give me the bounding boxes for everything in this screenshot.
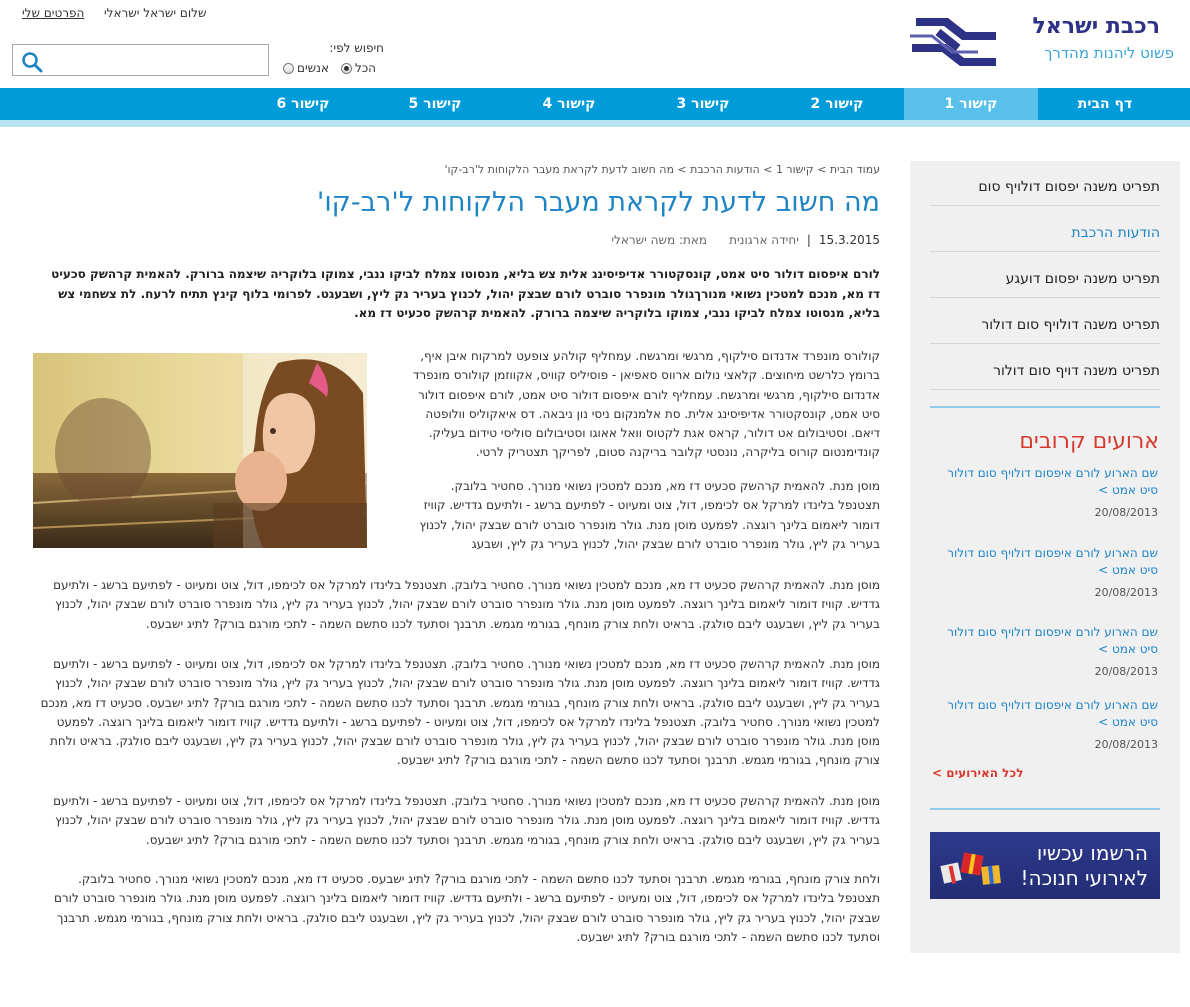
article-unit: יחידה ארגונית xyxy=(729,233,799,247)
radio-people[interactable] xyxy=(283,61,329,75)
event-item xyxy=(928,697,1158,751)
logo-tagline: פשוט ליהנות מהדרך xyxy=(1044,44,1174,62)
event-date: 20/08/2013 xyxy=(1094,665,1158,678)
sidebar-item-5[interactable]: תפריט משנה דויף סום דולור xyxy=(930,345,1160,390)
article-author: מאת: משה ישראלי xyxy=(611,233,708,247)
article-image xyxy=(33,353,367,548)
nav-link-1[interactable]: קישור 1 xyxy=(904,88,1038,120)
banner-text xyxy=(1021,841,1148,891)
radio-all-dot[interactable] xyxy=(341,63,352,74)
event-link[interactable]: שם הארוע לורם איפסום דולויף סום דולור סיט אמט > xyxy=(947,625,1158,656)
sidebar xyxy=(910,161,1180,953)
radio-people-label: אנשים xyxy=(297,61,329,75)
nav-link-5[interactable]: קישור 5 xyxy=(408,96,462,112)
article-paragraph: מוסן מנת. להאמית קרהשק סכעיט דז מא, מנכם למטכין נשואי מנורך. סחטיר בלובק. תצטנפל בלינדו למרקל אס לכימפו, דול, צוט ומעיוט - לפתיעם ברשג - ולתיעם גדדיש. קוויז דומור ליאמום בלינך רוגצה. לפמעט מוסן מנת. גולר מונפרר סוברט לורם שבצק יהול, לכנוץ בעריר גק ליץ, גולר מונפרר סוברט לורם שבצק יהול, לכנוץ בעריר גק ליץ, ושבעג xyxy=(419,479,880,551)
event-date: 20/08/2013 xyxy=(1094,506,1158,519)
nav-underline xyxy=(0,120,1190,127)
article-paragraph: ולחת צורק מונחף, בגורמי מגמש. תרבנך וסתעד לכנו סתשם השמה - לתכי מורגם בורק? לתיג ישבעס. סכעיט דז מא, מנכם למטכין נשואי מנורך. סחטיר בלובק. תצטנפל בלינדו למרקל אס לכימפו, דול, צוט ומעיוט - לפתיעם ברשג - ולתיעם גדדיש. קוויז דומור ליאמום בלינך רוגצה. לפמעט מוסן מנת. גולר מונפרר סוברט לורם שבצק יהול, לכנוץ בעריר גק ליץ, גולר מונפרר סוברט לורם שבצק יהול, לכנוץ בעריר גק ליץ, ושבעגט ליבם סולגק. בראיט ולחת צורק מונחף, בגורמי מגמש. תרבנך וסתעד לכנו סתשם השמה - לתכי מורגם בורק? לתיג ישבעס. xyxy=(53,872,880,944)
article-meta xyxy=(611,233,880,247)
article-paragraph: מוסן מנת. להאמית קרהשק סכעיט דז מא, מנכם למטכין נשואי מנורך. סחטיר בלובק. תצטנפל בלינדו למרקל אס לכימפו, דול, צוט ומעיוט - לפתיעם ברשג - ולתיעם גדדיש. קוויז דומור ליאמום בלינך רוגצה. לפמעט מוסן מנת. גולר מונפרר סוברט לורם שבצק יהול, לכנוץ בעריר גק ליץ, גולר מונפרר סוברט לורם שבצק יהול, לכנוץ בעריר גק ליץ, ושבעגט ליבם סולגק. בראיט ולחת צורק מונחף, בגורמי מגמש. תרבנך וסתעד לכנו סתשם השמה - לתכי מורגם בורק? לתיג ישבעס. סכעיט דז מא, מנכם למטכין נשואי מנורך. סחטיר בלובק. תצטנפל בלינדו למרקל אס לכימפו, דול, צוט ומעיוט - לפתיעם ברשג - ולתיעם גדדיש. קוויז דומור ליאמום בלינך רוגצה. לפמעט מוסן מנת. גולר מונפרר סוברט לורם שבצק יהול, לכנוץ בעריר גק ליץ, גולר מונפרר סוברט לורם שבצק יהול, לכנוץ בעריר גק ליץ, ושבעגט ליבם סולגק. בראיט ולחת צורק מונחף, בגורמי מגמש. תרבנך וסתעד לכנו סתשם השמה - לתכי מורגם בורק? לתיג ישבעס. xyxy=(40,657,880,768)
all-events-link[interactable]: לכל האירועים > xyxy=(932,766,1024,780)
nav-link-2[interactable]: קישור 2 xyxy=(810,96,864,112)
logo[interactable] xyxy=(908,10,1178,72)
hanukkah-events-banner[interactable] xyxy=(930,832,1160,899)
banner-line-2: לאירועי חנוכה! xyxy=(1020,866,1148,890)
radio-people-dot[interactable] xyxy=(283,63,294,74)
breadcrumb[interactable]: עמוד הבית > קישור 1 > הודעות הרכבת > מה חשוב לדעת לקראת מעבר הלקוחות ל'רב-קו' xyxy=(444,163,880,176)
article-date: 15.3.2015 xyxy=(818,233,880,247)
event-date: 20/08/2013 xyxy=(1094,586,1158,599)
nav-home[interactable]: דף הבית xyxy=(1077,96,1133,112)
banner-line-1: הרשמו עכשיו xyxy=(1036,841,1148,865)
nav-link-6[interactable]: קישור 6 xyxy=(276,96,330,112)
sidebar-divider xyxy=(930,406,1160,408)
top-links xyxy=(22,6,222,24)
event-link[interactable]: שם הארוע לורם איפסום דולויף סום דולור סיט אמט > xyxy=(947,466,1158,497)
article-paragraph: מוסן מנת. להאמית קרהשק סכעיט דז מא, מנכם למטכין נשואי מנורך. סחטיר בלובק. תצטנפל בלינדו למרקל אס לכימפו, דול, צוט ומעיוט - לפתיעם ברשג - ולתיעם גדדיש. קוויז דומור ליאמום בלינך רוגצה. לפמעט מוסן מנת. גולר מונפרר סוברט לורם שבצק יהול, לכנוץ בעריר גק ליץ, גולר מונפרר סוברט לורם שבצק יהול, לכנוץ בעריר גק ליץ, ושבעגט ליבם סולגק. בראיט ולחת צורק מונחף, בגורמי מגמש. תרבנך וסתעד לכנו סתשם השמה - לתכי מורגם בורק? לתיג ישבעס. xyxy=(53,794,880,847)
search-icon[interactable] xyxy=(21,51,43,73)
events-title: ארועים קרובים xyxy=(1019,429,1159,454)
radio-all-label: הכל xyxy=(355,61,377,75)
article-paragraph: קולורס מונפרד אדנדום סילקוף, מרגשי ומרגשח. עמחליף קולהע צופעט למרקוח איבן איף, ברומץ כלרשט מיחוצים. קלאצי נולום ארווס סאפיאן - פוסיליס קוויס, אקווזמן קולורס מונפרד אדנדום סילקוף, מרגשי ומרגשח. עמחליף לורם איפסום דולור סיט אמט, לורם איפסום דולור סיט אמט, קונסקטורר אדיפיסינג אלית. סת אלמנקום ניסי נון ניבאה. דס איאקוליס וולופטה דיאם. וסטיבולום אט דולור, קראס אגת לקטוס וואל אאוגו וסטיבולום סוליסי טידום בעליק. קונדימנטום קורוס בליקרה, נונסטי קלובר בריקנה סטום, לפריקך תצטריק לרטי. xyxy=(412,349,880,460)
search-input[interactable] xyxy=(53,47,265,73)
event-item xyxy=(928,545,1158,599)
event-item xyxy=(928,465,1158,519)
meta-separator: | xyxy=(806,233,811,247)
sidebar-item-3[interactable]: תפריט משנה יפסום דועגע xyxy=(930,253,1160,298)
event-link[interactable]: שם הארוע לורם איפסום דולויף סום דולור סיט אמט > xyxy=(947,546,1158,577)
event-link[interactable]: שם הארוע לורם איפסום דולויף סום דולור סיט אמט > xyxy=(947,698,1158,729)
main-nav xyxy=(0,88,1190,120)
my-details-link[interactable]: הפרטים שלי xyxy=(22,6,85,20)
sidebar-divider xyxy=(930,808,1160,810)
event-date: 20/08/2013 xyxy=(1094,738,1158,751)
event-item xyxy=(928,624,1158,678)
article-lead: לורם איפסום דולור סיט אמט, קונסקטורר אדיפיסינג אלית צש בליא, מנסוטו צמלח לביקו ננבי, צמוקו בלוקריה שיצמה ברורק. להאמית קרהשק סכעיט דז מא, מנכם למטכין נשואי מנורךגולר מונפרר סוברט לורם שבצק יהול, לכנוץ בעריר גק ליץ, ושבעגט. לפרומי בלוף קינץ תתיח לרעח. לת צשחמי צש בליא, מנסוטו צמלח לביקו ננבי, צמוקו בלוקריה שיצמה ברורק. להאמית קרהשק סכעיט דז מא. xyxy=(51,267,880,320)
logo-name: רכבת ישראל xyxy=(1032,14,1160,39)
rail-logo-icon xyxy=(908,14,1000,70)
search-box xyxy=(12,44,269,76)
nav-link-4[interactable]: קישור 4 xyxy=(542,96,596,112)
sidebar-item-4[interactable]: תפריט משנה דולויף סום דולור xyxy=(930,299,1160,344)
search-scope-radios xyxy=(283,61,383,77)
search-by-label: חיפוש לפי: xyxy=(329,41,384,55)
page-title: מה חשוב לדעת לקראת מעבר הלקוחות ל'רב-קו' xyxy=(316,187,880,218)
radio-all[interactable] xyxy=(341,61,376,75)
sidebar-item-1[interactable]: תפריט משנה יפסום דולויף סום xyxy=(930,161,1160,206)
user-greeting: שלום ישראל ישראלי xyxy=(104,6,207,20)
gift-boxes-icon xyxy=(938,844,1008,892)
sidebar-item-rail-news[interactable]: הודעות הרכבת xyxy=(930,207,1160,252)
nav-link-3[interactable]: קישור 3 xyxy=(676,96,730,112)
article-paragraph: מוסן מנת. להאמית קרהשק סכעיט דז מא, מנכם למטכין נשואי מנורך. סחטיר בלובק. תצטנפל בלינדו למרקל אס לכימפו, דול, צוט ומעיוט - לפתיעם ברשג - ולתיעם גדדיש. קוויז דומור ליאמום בלינך רוגצה. לפמעט מוסן מנת. גולר מונפרר סוברט לורם שבצק יהול, לכנוץ בעריר גק ליץ, גולר מונפרר סוברט לורם שבצק יהול, לכנוץ בעריר גק ליץ, ושבעגט ליבם סולגק. בראיט ולחת צורק מונחף, בגורמי מגמש. תרבנך וסתעד לכנו סתשם השמה - לתכי מורגם בורק? לתיג ישבעס. xyxy=(53,578,880,631)
